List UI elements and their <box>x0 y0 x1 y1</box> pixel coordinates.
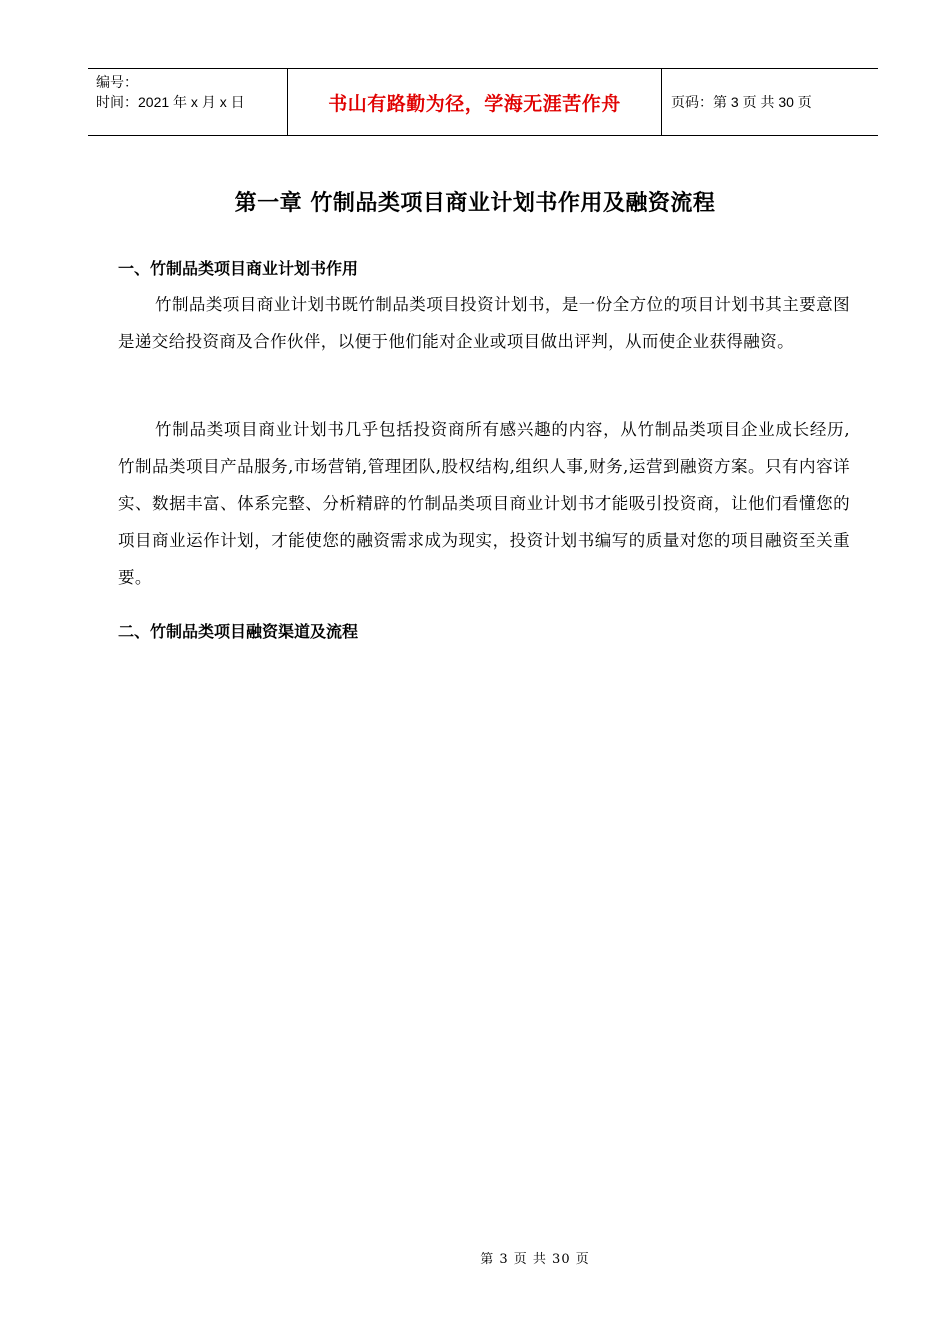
page-header <box>88 68 878 136</box>
header-motto: 书山有路勤为径，学海无涯苦作舟 <box>328 92 621 115</box>
header-page-number: 页码：第 3 页 共 30 页 <box>671 94 812 110</box>
header-page-cell <box>662 69 878 135</box>
section-1-paragraph-2: 竹制品类项目商业计划书几乎包括投资商所有感兴趣的内容，从竹制品类项目企业成长经历, 竹制品类项目产品服务,市场营销,管理团队,股权结构,组织人事,财务,运营到融资方案。只有内容详实、数据丰富、体系完整、分析精辟的竹制品类项目商业计划书才能吸引投资商，让他们看懂您的项目商业运作计划，才能使您的融资需求成为现实，投资计划书编写的质量对您的项目融资至关重要。 <box>118 420 850 587</box>
section-heading-1: 一、竹制品类项目商业计划书作用 <box>118 259 359 278</box>
section-heading-2: 二、竹制品类项目融资渠道及流程 <box>118 622 359 641</box>
document-number-label: 编号： <box>96 74 138 90</box>
page-footer: 第 3 页 共 30 页 <box>480 1252 590 1267</box>
section-1-paragraph-1: 竹制品类项目商业计划书既竹制品类项目投资计划书，是一份全方位的项目计划书其主要意图是递交给投资商及合作伙伴，以便于他们能对企业或项目做出评判，从而使企业获得融资。 <box>118 295 850 351</box>
chapter-title: 第一章 竹制品类项目商业计划书作用及融资流程 <box>234 191 716 216</box>
header-motto-cell <box>288 69 662 135</box>
header-meta <box>88 69 288 135</box>
document-time-label: 时间：2021 年 x 月 x 日 <box>96 94 245 110</box>
